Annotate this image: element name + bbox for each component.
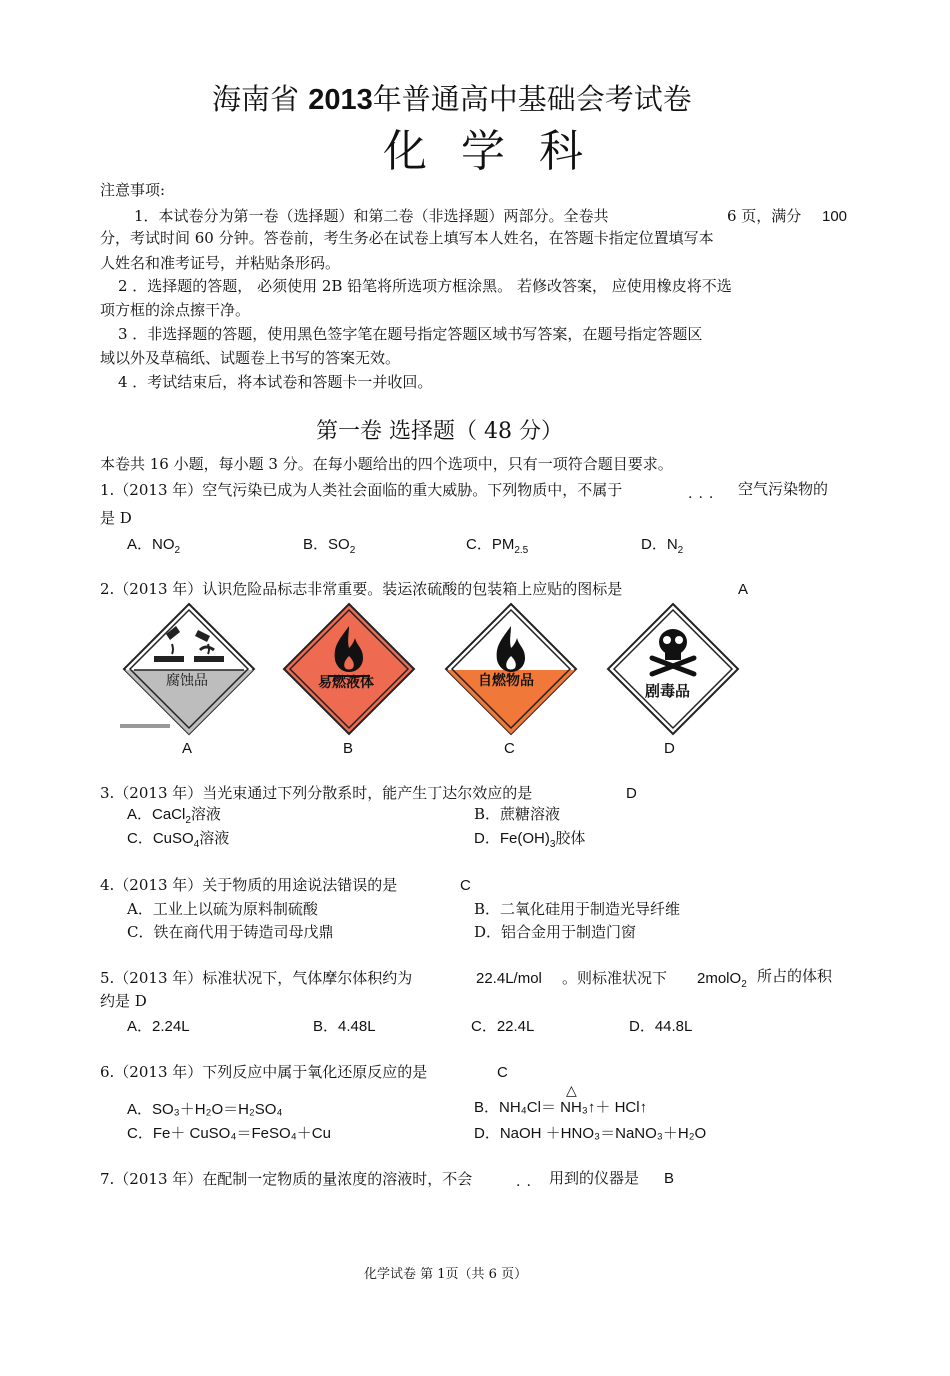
flammable-liquid-sign-label: 易燃液体 bbox=[318, 675, 374, 691]
q4-option-c: C．铁在商代用于铸造司母戊鼎 bbox=[127, 923, 334, 941]
q1-emphasis-dots: ... bbox=[688, 486, 720, 502]
notice-score: 100 bbox=[822, 208, 848, 225]
notice-line: 4 ．考试结束后，将本试卷和答题卡一并收回。 bbox=[118, 373, 433, 391]
sign-letter: B bbox=[343, 740, 354, 757]
q4-option-a: A．工业上以硫为原料制硫酸 bbox=[127, 900, 318, 918]
q1-option-c: C．$PM_{2.5}$ bbox=[466, 536, 529, 556]
q3-option-c: C．CuSO$_4$溶液 bbox=[127, 829, 230, 850]
notice-line: 分，考试时间 60 分钟。答卷前，考生务必在试卷上填写本人姓名，在答题卡指定位置填写本 bbox=[100, 229, 714, 247]
page-footer: 化学试卷 第 1页（共 6 页） bbox=[364, 1267, 528, 1282]
q7-stem-b: 用到的仪器是 bbox=[549, 1169, 640, 1187]
q6-option-d: D．NaOH ＋HNO₃＝NaNO₃＋H₂O bbox=[474, 1125, 707, 1142]
spontaneous-combustion-sign-icon bbox=[442, 600, 580, 738]
q3-option-d: D．$Fe(OH)_3$胶体 bbox=[474, 829, 586, 850]
q3-option-a: A．CaCl$_2$溶液 bbox=[127, 805, 221, 826]
q3-option-b: B．蔗糖溶液 bbox=[474, 805, 561, 823]
q7-stem: 7.（2013 年）在配制一定物质的量浓度的溶液时，不会 bbox=[100, 1170, 473, 1188]
q1-option-d: D．$N_2$ bbox=[641, 536, 684, 556]
spontaneous-combustion-sign-label: 自燃物品 bbox=[478, 673, 534, 689]
q5-stem: 5.（2013 年）标准状况下，气体摩尔体积约为 bbox=[100, 969, 413, 987]
q2-answer: A bbox=[738, 581, 749, 598]
heat-symbol: △ bbox=[566, 1083, 577, 1099]
notice-pages: 6 页，满分 bbox=[727, 207, 802, 225]
q6-option-b: B．NH₄Cl＝ NH₃↑＋ HCl↑ bbox=[474, 1099, 648, 1116]
notice-line: 1．本试卷分为第一卷（选择题）和第二卷（非选择题）两部分。全卷共 bbox=[134, 207, 609, 225]
sign-letter: C bbox=[504, 740, 515, 757]
q5-stem-d: 约是 D bbox=[100, 992, 147, 1010]
q5-amount: 2molO$_2$ bbox=[697, 970, 747, 990]
flammable-liquid-sign-icon bbox=[280, 600, 418, 738]
q4-option-d: D．铝合金用于制造门窗 bbox=[474, 923, 637, 941]
q7-answer: B bbox=[664, 1170, 675, 1187]
q3-answer: D bbox=[626, 785, 637, 802]
exam-title: 海南省 2013年普通高中基础会考试卷 bbox=[212, 82, 692, 116]
q6-stem: 6.（2013 年）下列反应中属于氧化还原反应的是 bbox=[100, 1063, 428, 1081]
q4-stem: 4.（2013 年）关于物质的用途说法错误的是 bbox=[100, 876, 398, 894]
notice-line: 人姓名和准考证号，并粘贴条形码。 bbox=[100, 254, 341, 272]
sign-letter: A bbox=[182, 740, 193, 757]
q1-stem-c: 是 D bbox=[100, 509, 132, 527]
q7-emphasis-dots: .. bbox=[516, 1174, 537, 1190]
q5-option-c: C．22.4L bbox=[471, 1018, 535, 1035]
section-title: 第一卷 选择题（ 48 分） bbox=[316, 419, 563, 444]
q6-option-a: A．SO₃＋H₂O＝H₂SO₄ bbox=[127, 1101, 283, 1118]
notice-header: 注意事项: bbox=[100, 181, 166, 199]
q1-stem-b: 空气污染物的 bbox=[738, 480, 829, 498]
q5-stem-c: 所占的体积 bbox=[757, 967, 833, 985]
q6-option-c: C．Fe＋ CuSO₄＝FeSO₄＋Cu bbox=[127, 1125, 331, 1142]
q5-option-a: A．2.24L bbox=[127, 1018, 190, 1035]
sign-letter: D bbox=[664, 740, 675, 757]
q3-stem: 3.（2013 年）当光束通过下列分散系时，能产生丁达尔效应的是 bbox=[100, 784, 533, 802]
toxic-sign-label: 剧毒品 bbox=[645, 682, 691, 700]
notice-line: 2 ．选择题的答题， 必须使用 2B 铅笔将所选项方框涂黑。 若修改答案， 应使用橡皮将不选 bbox=[118, 277, 732, 295]
q2-stem: 2.（2013 年）认识危险品标志非常重要。装运浓硫酸的包装箱上应贴的图标是 bbox=[100, 580, 623, 598]
q5-option-b: B．4.48L bbox=[313, 1018, 376, 1035]
corrosive-sign-label: 腐蚀品 bbox=[166, 673, 208, 689]
notice-line: 域以外及草稿纸、试题卷上书写的答案无效。 bbox=[100, 349, 401, 367]
q5-stem-b: 。则标准状况下 bbox=[562, 969, 668, 987]
notice-line: 3 ．非选择题的答题，使用黑色签字笔在题号指定答题区域书写答案，在题号指定答题区 bbox=[118, 325, 703, 343]
q1-option-a: A．$NO_2$ bbox=[127, 536, 181, 556]
q6-answer: C bbox=[497, 1064, 508, 1081]
q5-option-d: D．44.8L bbox=[629, 1018, 693, 1035]
toxic-sign-icon bbox=[604, 600, 742, 738]
notice-line: 项方框的涂点擦干净。 bbox=[100, 301, 251, 319]
q4-option-b: B．二氧化硅用于制造光导纤维 bbox=[474, 900, 681, 918]
q4-answer: C bbox=[460, 877, 471, 894]
q5-molar-volume: 22.4L/mol bbox=[476, 970, 542, 987]
section-desc: 本卷共 16 小题，每小题 3 分。在每小题给出的四个选项中，只有一项符合题目要求。 bbox=[100, 455, 673, 473]
subject-title: 化学科 bbox=[383, 126, 617, 177]
corrosive-sign-icon bbox=[120, 600, 258, 738]
q1-option-b: B．$SO_2$ bbox=[303, 536, 356, 556]
q1-stem: 1.（2013 年）空气污染已成为人类社会面临的重大威胁。下列物质中，不属于 bbox=[100, 481, 623, 499]
